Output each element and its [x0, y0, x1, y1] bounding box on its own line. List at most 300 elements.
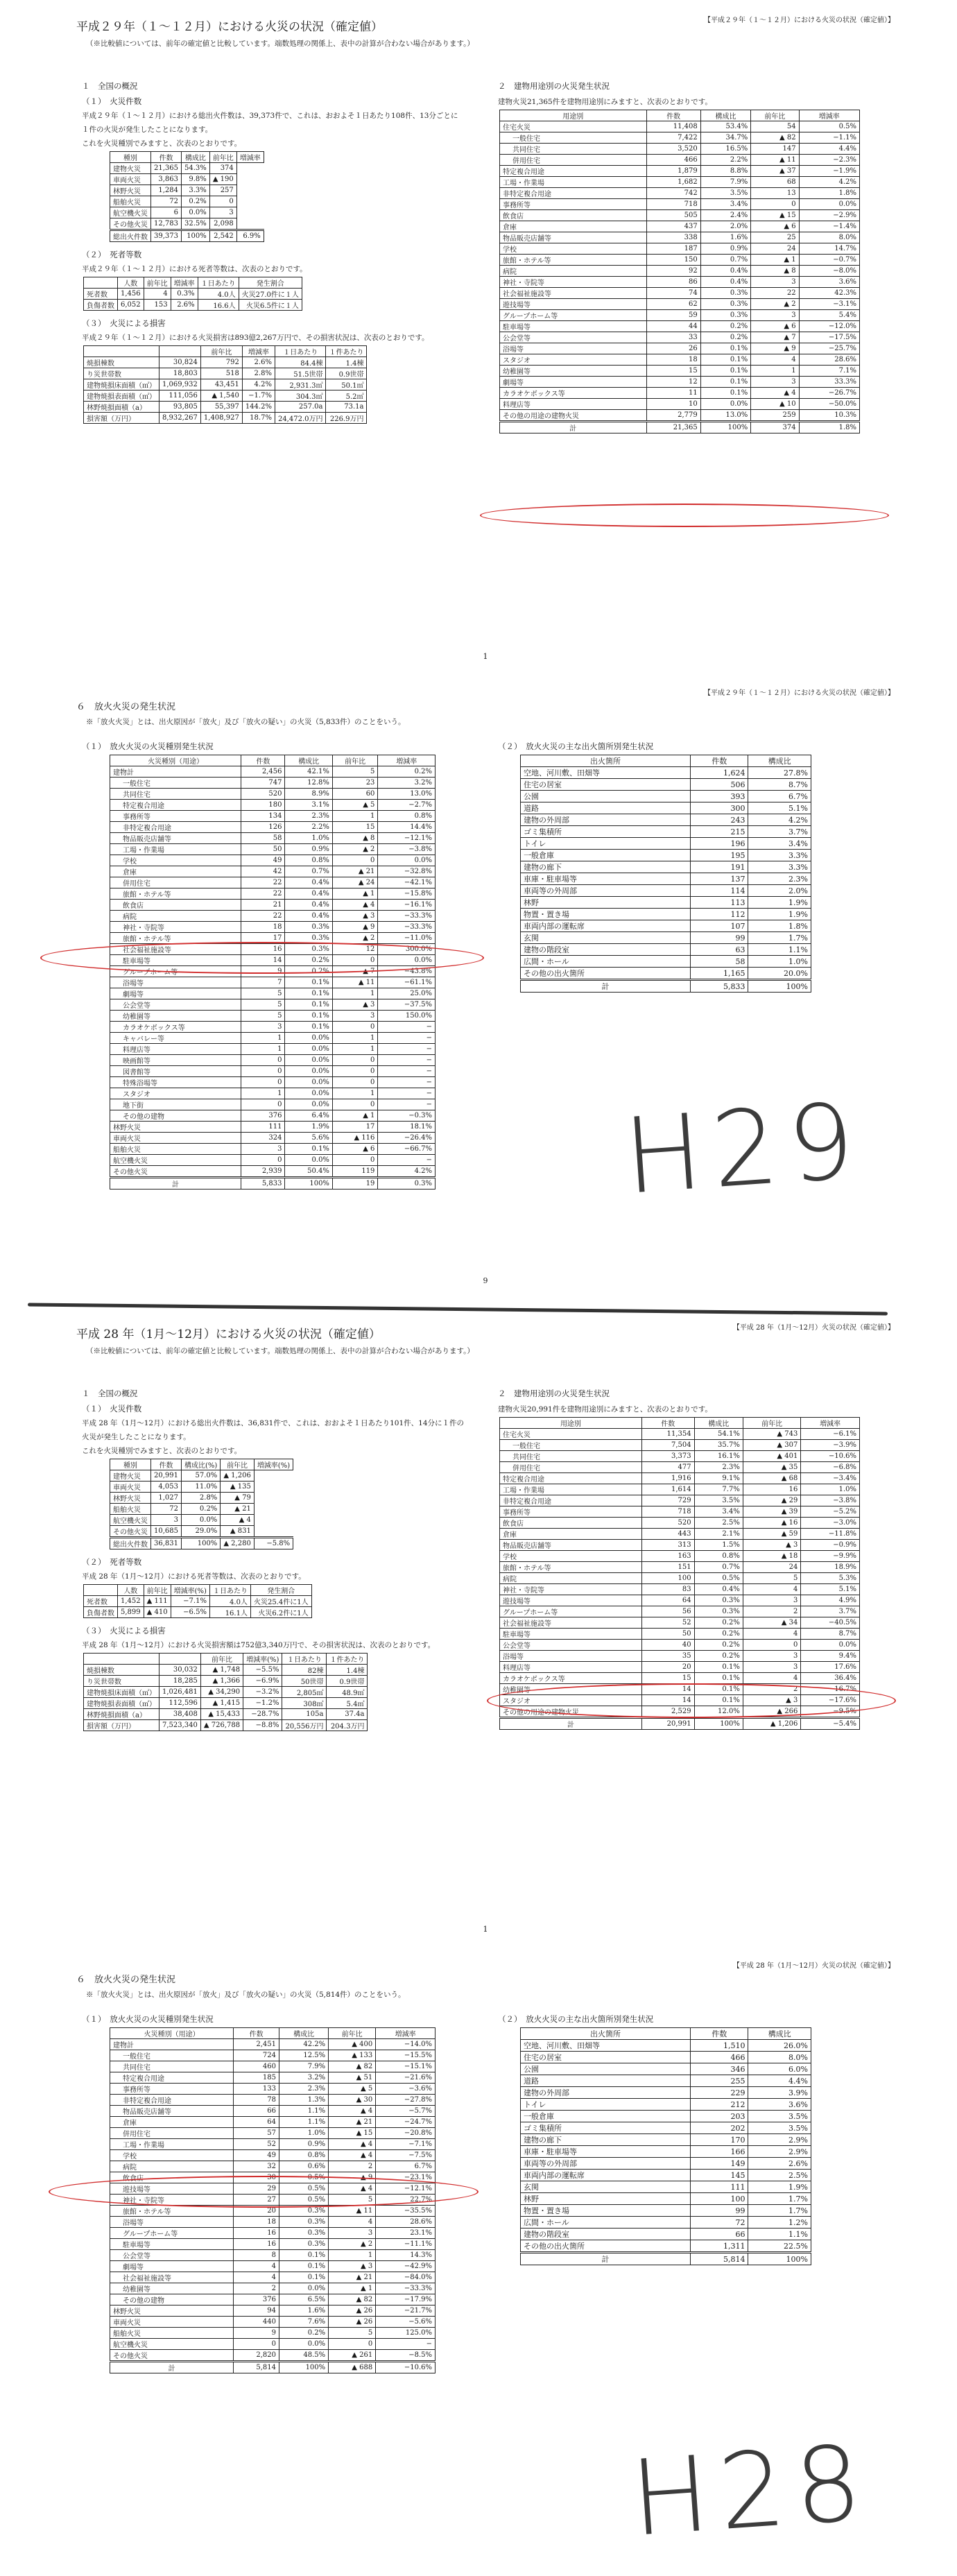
table-row — [500, 143, 860, 154]
column-header — [160, 1653, 201, 1664]
total-value: 2,542 — [209, 230, 236, 241]
table-row — [110, 2294, 436, 2305]
row-label: 劇場等 — [110, 988, 241, 999]
row-value: 2,456 — [241, 766, 285, 778]
table-row — [110, 1055, 436, 1066]
row-value: ▲ 34 — [743, 1617, 801, 1628]
row-value: 16.6人 — [198, 299, 239, 310]
column-header: 構成比 — [279, 2028, 329, 2039]
row-value: −3.0% — [801, 1517, 860, 1528]
row-value: 12,783 — [151, 218, 182, 230]
row-value: 84.4棟 — [275, 357, 326, 368]
row-value: −1.2% — [243, 1697, 282, 1708]
table-row — [500, 309, 860, 320]
row-label: 航空機火災 — [110, 2339, 234, 2350]
column-header: 増減率(%) — [171, 1584, 209, 1595]
row-value: 4,053 — [151, 1481, 182, 1492]
table-row — [521, 2181, 811, 2193]
overview-column — [76, 76, 465, 424]
column-header — [160, 345, 201, 357]
row-value: 440 — [234, 2317, 279, 2328]
row-value: 2.3% — [285, 811, 332, 822]
row-value: 9.1% — [694, 1472, 743, 1484]
table-header-row — [500, 1417, 860, 1428]
row-value: 1,027 — [151, 1492, 182, 1503]
row-value: −12.1% — [376, 2183, 436, 2195]
arson-location-column — [492, 737, 881, 993]
row-value: ▲ 26 — [329, 2305, 376, 2317]
row-label: 特定複合用途 — [110, 2072, 234, 2084]
table-row — [110, 2250, 436, 2261]
row-label: 飲食店 — [500, 209, 647, 221]
table-row — [500, 343, 860, 354]
row-label: 損害額（万円） — [84, 1719, 160, 1731]
total-label: 計 — [500, 1717, 642, 1729]
total-value: 36,831 — [151, 1537, 182, 1549]
table-row — [110, 207, 264, 218]
row-label: その他の建物 — [110, 1110, 241, 1122]
row-label: 住宅火災 — [500, 121, 647, 132]
row-value: 0.3% — [285, 922, 332, 933]
row-value: 0.8% — [378, 811, 436, 822]
row-label: 駐車場等 — [110, 955, 241, 966]
row-label: 病院 — [500, 1572, 642, 1583]
page-header-tag: 【平成２９年（１～１２月）における火災の状況（確定値）】 — [704, 17, 895, 24]
row-value: 5 — [241, 988, 285, 999]
table-row — [500, 121, 860, 132]
row-label: 料理店等 — [500, 398, 647, 409]
row-value: 22.7% — [376, 2195, 436, 2206]
paragraph: 平成２９年（１～１２月）における火災損害は893億2,267万円で、その損害状況は、次表のとおりです。 — [82, 333, 429, 342]
row-label: 建物焼損表面積（㎡） — [84, 390, 160, 401]
table-row — [521, 932, 811, 944]
subsection-heading: （１） 火災件数 — [82, 1404, 142, 1414]
row-value: 0 — [332, 855, 377, 866]
row-value: 180 — [241, 800, 285, 811]
row-value: ▲ 6 — [332, 1144, 377, 1155]
row-value: 1,614 — [641, 1484, 694, 1495]
row-value: 1,456 — [118, 288, 144, 299]
row-label: 道路 — [521, 802, 691, 814]
table-row — [110, 855, 436, 866]
row-value: 52 — [641, 1617, 694, 1628]
row-value: 57 — [234, 2128, 279, 2139]
subsection-heading: （２） 放火火災の主な出火箇所別発生状況 — [498, 741, 654, 751]
row-label: 遊技場等 — [500, 298, 647, 309]
row-value: 437 — [646, 221, 700, 232]
row-value: 3.7% — [748, 826, 811, 838]
row-value: ▲ 39 — [743, 1506, 801, 1517]
row-value: 0.1% — [285, 1022, 332, 1033]
row-label: 建物焼損床面積（㎡） — [84, 1686, 160, 1697]
table-row — [110, 2150, 436, 2161]
row-value: 20 — [641, 1661, 694, 1672]
row-label: 建物計 — [110, 766, 241, 778]
table-row — [500, 1639, 860, 1650]
row-value: 1 — [751, 365, 799, 376]
row-value: 506 — [691, 779, 748, 791]
row-value: 14 — [641, 1694, 694, 1706]
row-label: 道路 — [521, 2075, 691, 2087]
row-label: その他火災 — [110, 1525, 151, 1537]
total-value: 19 — [332, 1178, 377, 1190]
table-header-row — [521, 2028, 811, 2040]
total-value: 39,373 — [151, 230, 182, 241]
table-row — [500, 1439, 860, 1450]
table-row — [500, 1672, 860, 1683]
row-label: トイレ — [521, 2099, 691, 2111]
row-value: 505 — [646, 209, 700, 221]
row-value: 1,026,481 — [160, 1686, 201, 1697]
row-value: 13.0% — [700, 409, 751, 421]
row-value: 50 — [641, 1628, 694, 1639]
row-value: 3 — [751, 309, 799, 320]
total-label: 総出火件数 — [110, 230, 151, 241]
row-value: 63 — [691, 944, 748, 956]
row-value: 0 — [241, 1099, 285, 1110]
row-value: 9 — [234, 2328, 279, 2339]
table-row — [521, 791, 811, 802]
row-label: 図書館等 — [110, 1066, 241, 1077]
row-value: 0.1% — [694, 1694, 743, 1706]
total-label: 計 — [521, 980, 691, 993]
row-value: −3.8% — [801, 1495, 860, 1506]
row-value: 7,523,340 — [160, 1719, 201, 1731]
row-value: 14.7% — [799, 243, 859, 254]
row-value: 3.6% — [748, 2099, 811, 2111]
row-value: 2.0% — [700, 221, 751, 232]
row-value: ▲ 11 — [751, 154, 799, 165]
table-row — [110, 173, 264, 184]
row-label: 社会福祉施設等 — [110, 2272, 234, 2283]
row-value: ▲ 1,540 — [200, 390, 242, 401]
row-value: 0.0% — [285, 1066, 332, 1077]
row-label: 車両火災 — [110, 1133, 241, 1144]
row-value: 58 — [241, 833, 285, 844]
row-value: 2,529 — [641, 1706, 694, 1717]
row-value: 16.1% — [694, 1450, 743, 1461]
row-value: 99 — [691, 932, 748, 944]
row-value: 17 — [241, 933, 285, 944]
row-value: 3.4% — [748, 838, 811, 850]
row-value: ▲ 7 — [332, 966, 377, 977]
table-row — [110, 2106, 436, 2117]
row-label: トイレ — [521, 838, 691, 850]
row-value: 4.2% — [799, 176, 859, 187]
row-label: その他火災 — [110, 1166, 241, 1178]
row-value: 1.6% — [279, 2305, 329, 2317]
row-value: 33.3% — [799, 376, 859, 387]
row-value: 185 — [234, 2072, 279, 2084]
row-value: 0 — [241, 1066, 285, 1077]
table-row — [110, 888, 436, 900]
row-value: 2.3% — [748, 873, 811, 885]
table-row — [500, 298, 860, 309]
row-value: −10.6% — [801, 1450, 860, 1461]
row-value: ▲ 6 — [751, 320, 799, 332]
row-value: 24 — [751, 243, 799, 254]
row-value: 134 — [241, 811, 285, 822]
column-header: １日あたり — [209, 1584, 250, 1595]
row-value: 308㎡ — [282, 1697, 327, 1708]
row-value: −15.8% — [378, 888, 436, 900]
table-row — [521, 956, 811, 968]
row-value: 22 — [241, 911, 285, 922]
column-header: 前年比 — [144, 277, 171, 288]
row-label: 非特定複合用途 — [500, 1495, 642, 1506]
row-label: 料理店等 — [500, 1661, 642, 1672]
row-value: 105a — [282, 1708, 327, 1719]
row-value: 11,354 — [641, 1428, 694, 1439]
row-label: 非特定複合用途 — [110, 2095, 234, 2106]
row-value: 42.3% — [799, 287, 859, 298]
column-header: 件数 — [241, 755, 285, 766]
row-label: 公園 — [521, 791, 691, 802]
row-value: 1.1% — [279, 2106, 329, 2117]
row-value: ▲ 4 — [329, 2183, 376, 2195]
row-label: 車両火災 — [110, 173, 151, 184]
row-value: 4.4% — [748, 2075, 811, 2087]
total-value: 100% — [700, 421, 751, 433]
row-value: 376 — [241, 1110, 285, 1122]
column-header: 前年比 — [200, 1653, 243, 1664]
row-value: 0.5% — [279, 2172, 329, 2183]
row-value: ▲ 2 — [751, 298, 799, 309]
row-value: ▲ 9 — [751, 343, 799, 354]
table-header-row — [110, 1459, 293, 1470]
row-label: 倉庫 — [110, 2117, 234, 2128]
row-value: − — [378, 1044, 436, 1055]
row-value: 49 — [234, 2150, 279, 2161]
row-label: 非特定複合用途 — [110, 822, 241, 833]
row-value: 7.6% — [279, 2317, 329, 2328]
row-label: 船舶火災 — [110, 1503, 151, 1514]
row-value: 151 — [641, 1561, 694, 1572]
row-value: 0.5% — [279, 2195, 329, 2206]
row-value: 0.0% — [285, 1155, 332, 1166]
row-value: ▲ 68 — [743, 1472, 801, 1484]
total-row — [110, 1178, 436, 1190]
row-label: 社会福祉施設等 — [500, 287, 647, 298]
table-row — [500, 1428, 860, 1439]
row-value: 0.8% — [285, 855, 332, 866]
row-value: 5 — [241, 999, 285, 1011]
row-value: 2.4% — [700, 209, 751, 221]
row-value: ▲ 82 — [329, 2061, 376, 2072]
section-title: ６ 放火火災の発生状況 — [76, 702, 176, 712]
total-value: 5,833 — [241, 1178, 285, 1190]
table-row — [500, 1517, 860, 1528]
row-value: 0 — [332, 955, 377, 966]
row-value: 1.0% — [748, 956, 811, 968]
row-value: −8.5% — [376, 2350, 436, 2362]
row-value: 4.9% — [801, 1595, 860, 1606]
column-header: 件数 — [151, 151, 182, 162]
row-value: −61.1% — [378, 977, 436, 988]
row-value: 1 — [241, 1033, 285, 1044]
row-value: 29 — [234, 2183, 279, 2195]
table-row — [500, 165, 860, 176]
row-value: 5.2㎡ — [326, 390, 367, 401]
row-value: ▲ 24 — [332, 877, 377, 888]
row-value: 0.0% — [285, 1088, 332, 1099]
row-value: 0.4% — [700, 276, 751, 287]
row-value: ▲ 82 — [329, 2294, 376, 2305]
overview-column — [76, 1384, 465, 1731]
row-value: 2.8% — [182, 1492, 221, 1503]
row-value: ▲ 29 — [743, 1495, 801, 1506]
row-value: 94 — [234, 2305, 279, 2317]
row-value: −2.7% — [378, 800, 436, 811]
row-value: − — [378, 1022, 436, 1033]
row-value: 2,931.3㎡ — [275, 379, 326, 390]
row-value: ▲ 79 — [221, 1492, 255, 1503]
row-value: 1.8% — [799, 187, 859, 198]
row-value: 0.2% — [694, 1639, 743, 1650]
column-header — [84, 345, 160, 357]
column-header: １件あたり — [326, 345, 367, 357]
row-label: 船舶火災 — [110, 196, 151, 207]
row-value: 8.0% — [748, 2052, 811, 2063]
section-title: ６ 放火火災の発生状況 — [76, 1975, 176, 1985]
row-label: 共同住宅 — [500, 1450, 642, 1461]
row-value: ▲ 401 — [743, 1450, 801, 1461]
row-value: 0.3% — [700, 298, 751, 309]
row-label: 工場・作業場 — [110, 844, 241, 855]
table-row — [110, 2039, 436, 2050]
row-value: 1 — [329, 2250, 376, 2261]
row-value: 150.0% — [378, 1011, 436, 1022]
table-row — [500, 1495, 860, 1506]
table-row — [521, 802, 811, 814]
row-value: 44 — [646, 320, 700, 332]
row-value: 6.5% — [279, 2294, 329, 2305]
row-value: ▲ 1 — [329, 2283, 376, 2294]
table-row — [521, 2063, 811, 2075]
row-value: −20.8% — [376, 2128, 436, 2139]
table-row — [110, 1022, 436, 1033]
table-row — [84, 390, 367, 401]
row-value: 18,285 — [160, 1675, 201, 1686]
column-header: 増減率(%) — [254, 1459, 293, 1470]
table-row — [500, 287, 860, 298]
table-row — [110, 184, 264, 196]
row-value: 8.0% — [799, 232, 859, 243]
column-header: 用途別 — [500, 110, 647, 121]
column-header: 構成比(%) — [182, 1459, 221, 1470]
table-row — [110, 911, 436, 922]
table-row — [500, 1484, 860, 1495]
column-header: 件数 — [691, 2028, 748, 2040]
row-value: 29.0% — [182, 1525, 221, 1537]
total-value: 100% — [182, 1537, 221, 1549]
table-row — [521, 814, 811, 826]
row-value: 3 — [743, 1595, 801, 1606]
row-label: 建物の廊下 — [521, 861, 691, 873]
table-row — [110, 866, 436, 877]
row-value: 59 — [646, 309, 700, 320]
column-header: 前年比 — [144, 1584, 171, 1595]
row-value: ▲ 2 — [332, 933, 377, 944]
row-value: 0 — [751, 198, 799, 209]
row-value: 119 — [332, 1166, 377, 1178]
row-value: ▲ 266 — [743, 1706, 801, 1717]
row-value: 18.9% — [801, 1561, 860, 1572]
row-value: 12.8% — [285, 778, 332, 789]
column-header: 件数 — [646, 110, 700, 121]
total-row — [110, 2362, 436, 2373]
subsection-heading: （３） 火災による損害 — [82, 1625, 166, 1635]
fire-type-table — [110, 1459, 293, 1549]
row-value: 229 — [691, 2087, 748, 2099]
table-row — [500, 1595, 860, 1606]
total-value: 0.3% — [378, 1178, 436, 1190]
row-label: 工場・作業場 — [500, 176, 647, 187]
row-value: ▲ 1,366 — [200, 1675, 243, 1686]
table-row — [110, 2228, 436, 2239]
row-label: 航空機火災 — [110, 207, 151, 218]
row-value: 6.0% — [748, 2063, 811, 2075]
row-value: 204.3万円 — [327, 1719, 368, 1731]
page-header-tag: 【平成 28 年（1月〜12月）火災の状況（確定値）】 — [732, 1324, 895, 1332]
row-value: 26 — [646, 343, 700, 354]
row-value: 0.1% — [279, 2250, 329, 2261]
table-row — [500, 387, 860, 398]
row-label: 旅館・ホテル等 — [110, 933, 241, 944]
arson-location-table — [520, 755, 811, 993]
row-value: 2 — [329, 2161, 376, 2172]
row-value: 2.6% — [748, 2158, 811, 2170]
row-value: 1,165 — [691, 968, 748, 980]
row-value: 0.9世帯 — [326, 368, 367, 379]
paragraph: 平成 28 年（1月〜12月）における死者等数は、次表のとおりです。 — [82, 1572, 306, 1581]
row-value: −24.7% — [376, 2117, 436, 2128]
row-value: 149 — [691, 2158, 748, 2170]
row-value: 49 — [241, 855, 285, 866]
row-label: 焼損棟数 — [84, 1664, 160, 1675]
row-value: 1.0% — [801, 1484, 860, 1495]
row-value: 6 — [151, 207, 182, 218]
table-row — [110, 1470, 293, 1481]
row-label: 航空機火災 — [110, 1514, 151, 1525]
row-label: 公会堂等 — [500, 1639, 642, 1650]
row-value: ▲ 1 — [332, 888, 377, 900]
page-title: 平成 28 年（1月〜12月）における火災の状況（確定値） — [76, 1328, 381, 1341]
row-value: 16 — [743, 1484, 801, 1495]
row-value: 0.0% — [700, 398, 751, 409]
section-heading: １ 全国の概況 — [82, 1389, 138, 1398]
definition-note: ※「放火火災」とは、出火原因が「放火」及び「放火の疑い」の火災（5,814件）のことをいう。 — [86, 1991, 406, 1999]
row-label: 焼損棟数 — [84, 357, 160, 368]
comparison-note: （※比較値については、前年の確定値と比較しています。端数処理の関係上、表中の計算が合わない場合があります。） — [86, 40, 474, 48]
row-value: 20 — [234, 2206, 279, 2217]
column-header: 前年比 — [329, 2028, 376, 2039]
row-value: 18.7% — [242, 412, 275, 423]
row-value: ▲ 10 — [751, 398, 799, 409]
row-value: 0.2% — [285, 955, 332, 966]
row-label: 学校 — [500, 243, 647, 254]
row-label: 負傷者数 — [84, 299, 118, 310]
row-value: 3.6% — [799, 276, 859, 287]
table-row — [500, 1572, 860, 1583]
column-header: 増減率 — [376, 2028, 436, 2039]
table-header-row — [84, 345, 367, 357]
row-value: 3 — [209, 207, 236, 218]
row-value: 0 — [743, 1639, 801, 1650]
row-value: −12.0% — [799, 320, 859, 332]
table-row — [110, 2128, 436, 2139]
row-value: 2.5% — [748, 2170, 811, 2181]
